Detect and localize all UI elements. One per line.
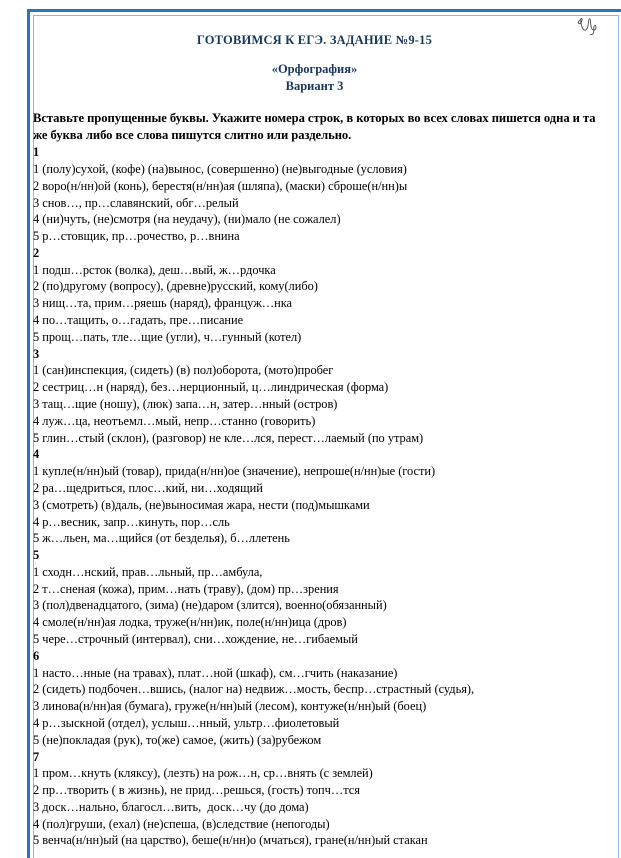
task-line: 1 (полу)сухой, (кофе) (на)вынос, (совершенно) (не)выгодные (условия) <box>33 161 407 176</box>
task-line: 5 прощ…пать, тле…щие (угли), ч…гунный (котел) <box>33 329 302 344</box>
task-line: 2 (сидеть) подбочен…вшись, (налог на) недвиж…мость, беспр…страстный (судья), <box>33 682 475 697</box>
task-line: 1 купле(н/нн)ый (товар), прида(н/нн)ое (значение), непроше(н/нн)ые (гости) <box>33 464 436 479</box>
task-line: 1 (сан)инспекция, (сидеть) (в) пол)оборота, (мото)пробег <box>33 363 334 378</box>
group-number: 1 <box>33 145 40 160</box>
task-instruction: Вставьте пропущенные буквы. Укажите номера строк, в которых во всех словах пишется одна и та же буква либо все слова пишутся слитно или раздельно. <box>33 111 596 142</box>
group-number: 6 <box>33 648 40 663</box>
task-line: 1 насто…нные (на травах), плат…ной (шкаф), см…гчить (наказание) <box>33 665 398 680</box>
task-line: 4 смоле(н/нн)ая лодка, труже(н/нн)ик, поле(н/нн)ица (дров) <box>33 615 347 630</box>
task-line: 1 пром…кнуть (кляксу), (лезть) на рож…н, ср…внять (с землей) <box>33 766 373 781</box>
task-line: 2 воро(н/нн)ой (конь), берестя(н/нн)ая (шляпа), (маски) сброше(н/нн)ы <box>33 178 408 193</box>
task-line: 4 р…весник, запр…кинуть, пор…сль <box>33 514 230 529</box>
task-line: 4 по…тащить, о…гадать, пре…писание <box>33 313 244 328</box>
task-line: 3 (пол)двенадцатого, (зима) (не)даром (злится), военно(обязанный) <box>33 598 387 613</box>
task-line: 3 линова(н/нн)ая (бумага), груже(н/нн)ый (лесом), контуже(н/нн)ый (боец) <box>33 699 427 714</box>
group-number: 4 <box>33 447 40 462</box>
task-line: 1 сходн…нский, прав…льный, пр…амбула, <box>33 564 263 579</box>
exercise-groups <box>33 143 596 849</box>
group-number: 7 <box>33 749 40 764</box>
group-number: 3 <box>33 346 40 361</box>
task-line: 4 (ни)чуть, (не)смотря (на неудачу), (ни)мало (не сожалел) <box>33 212 341 227</box>
task-line: 4 (пол)груши, (ехал) (не)спеша, (в)следствие (непогоды) <box>33 816 330 831</box>
task-line: 4 луж…ца, неотъемл…мый, непр…станно (говорить) <box>33 413 316 428</box>
group-number: 2 <box>33 245 40 260</box>
task-line: 2 пр…творить ( в жизнь), не прид…решься, (гость) топч…тся <box>33 783 360 798</box>
task-line: 2 сестриц…н (наряд), без…нерционный, ц…линдрическая (форма) <box>33 380 389 395</box>
task-line: 3 доск…нально, благосл…вить, доск…чу (до дома) <box>33 799 309 814</box>
task-line: 5 глин…стый (склон), (разговор) не кле…лся, перест…лаемый (по утрам) <box>33 430 424 445</box>
page-title: ГОТОВИМСЯ К ЕГЭ. ЗАДАНИЕ №9-15 <box>196 33 433 47</box>
task-line: 5 чере…строчный (интервал), сни…хождение, не…гибаемый <box>33 632 358 647</box>
document-subtitle: «Орфография» <box>271 62 358 76</box>
group-number: 5 <box>33 548 40 563</box>
task-line: 3 нищ…та, прим…ряешь (наряд), француж…нка <box>33 296 293 311</box>
task-line: 2 (по)другому (вопросу), (древне)русский, кому(либо) <box>33 279 318 294</box>
document-content <box>33 0 596 849</box>
variant-label: Вариант 3 <box>285 79 344 93</box>
task-line: 2 ра…щедриться, плос…кий, ни…ходящий <box>33 480 263 495</box>
task-line: 4 р…зыскной (отдел), услыш…нный, ультр…фиолетовый <box>33 715 340 730</box>
task-line: 5 венча(н/нн)ый (на царство), беше(н/нн)о (мчаться), гране(н/нн)ый стакан <box>33 833 428 848</box>
task-line: 5 (не)покладая (рук), то(же) самое, (жить) (за)рубежом <box>33 732 322 747</box>
document-header <box>33 0 596 94</box>
task-line: 3 (смотреть) (в)даль, (не)выносимая жара, нести (под)мышками <box>33 497 370 512</box>
task-line: 1 подш…рсток (волка), деш…вый, ж…рдочка <box>33 262 276 277</box>
task-line: 3 снов…, пр…славянский, обг…релый <box>33 195 239 210</box>
task-line: 3 тащ…щие (ношу), (люк) запа…н, затер…нный (остров) <box>33 396 338 411</box>
task-line: 5 р…стовщик, пр…рочество, р…внина <box>33 229 240 244</box>
task-line: 5 ж…льен, ма…щийся (от безделья), б…ллетень <box>33 531 290 546</box>
task-line: 2 т…сненая (кожа), прим…нать (траву), (дом) пр…зрения <box>33 581 339 596</box>
